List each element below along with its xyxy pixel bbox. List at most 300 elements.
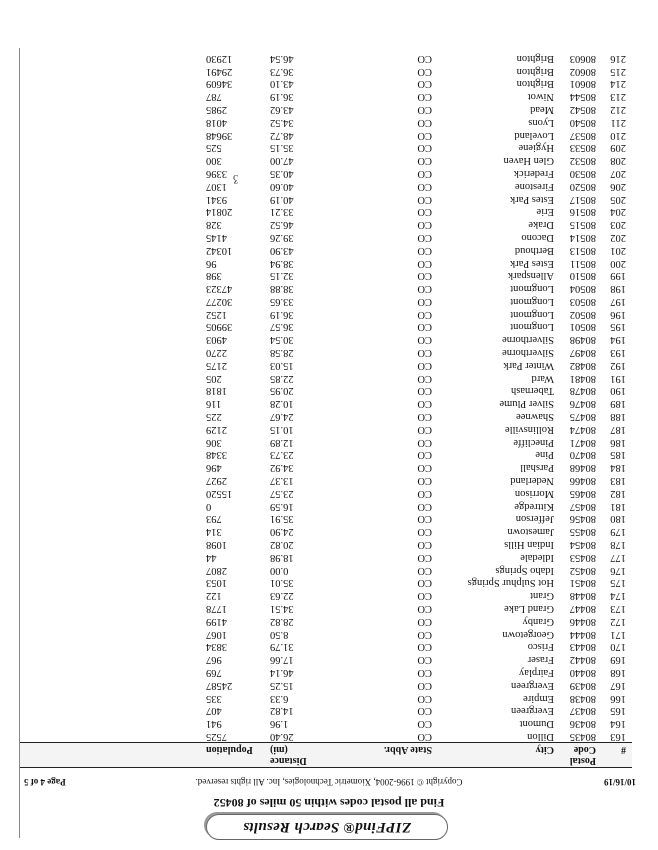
table-row: [20, 652, 632, 665]
distance-mi-cell: 31.79: [270, 641, 294, 653]
city-name-cell: Longmont: [510, 321, 554, 333]
row-number-cell: 190: [610, 385, 626, 397]
postal-code-cell: 80468: [569, 462, 596, 474]
population-cell: 24587: [206, 679, 233, 691]
postal-code-cell: 80444: [569, 628, 596, 640]
table-row: [20, 64, 632, 77]
row-number-cell: 176: [610, 564, 626, 576]
postal-code-cell: 80501: [569, 321, 596, 333]
row-number-cell: 211: [610, 116, 626, 128]
row-number-cell: 179: [610, 526, 626, 538]
distance-mi-cell: 40.60: [270, 180, 294, 192]
postal-code-cell: 80516: [569, 206, 596, 218]
population-cell: 3834: [206, 641, 227, 653]
city-name-cell: Idaho Springs: [495, 564, 554, 576]
population-cell: 335: [206, 692, 222, 704]
spacer-cell: [20, 729, 204, 742]
distance-mi-cell: 1.96: [270, 718, 289, 730]
population-cell: 34609: [206, 78, 233, 90]
distance-mi-cell: 24.90: [270, 526, 294, 538]
postal-code-cell: 80544: [569, 91, 596, 103]
distance-mi-cell: 33.21: [270, 206, 294, 218]
distance-mi-cell: 0.00: [270, 564, 289, 576]
distance-mi-cell: 17.66: [270, 654, 294, 666]
state-abbr-cell: CO: [417, 436, 432, 448]
population-cell: 225: [206, 411, 222, 423]
population-cell: 328: [206, 219, 222, 231]
population-cell: 496: [206, 462, 222, 474]
postal-code-cell: 80520: [569, 180, 596, 192]
table-row: [20, 627, 632, 640]
row-number-cell: 204: [610, 206, 626, 218]
state-abbr-cell: CO: [417, 295, 432, 307]
spacer-cell: [20, 524, 204, 537]
spacer-cell: [20, 627, 204, 640]
postal-code-cell: 80440: [569, 667, 596, 679]
table-row: [20, 384, 632, 397]
row-number-cell: 186: [610, 436, 626, 448]
postal-code-cell: 80481: [569, 372, 596, 384]
distance-mi-cell: 10.15: [270, 423, 294, 435]
table-row: [20, 230, 632, 243]
postal-code-cell: 80471: [569, 436, 596, 448]
population-cell: 9341: [206, 193, 227, 205]
row-number-cell: 187: [610, 423, 626, 435]
population-cell: 1778: [206, 603, 227, 615]
spacer-cell: [20, 678, 204, 691]
spacer-cell: [20, 141, 204, 154]
state-abbr-cell: CO: [417, 692, 432, 704]
table-row: [20, 409, 632, 422]
city-name-cell: Fairplay: [519, 667, 554, 679]
population-cell: 1053: [206, 577, 227, 589]
spacer-cell: [20, 243, 204, 256]
population-cell: 96: [206, 257, 217, 269]
table-row: [20, 524, 632, 537]
state-abbr-cell: CO: [417, 103, 432, 115]
report-title: ZIPFind® Search Results: [206, 814, 448, 840]
distance-mi-cell: 24.67: [270, 411, 294, 423]
spacer-cell: [20, 563, 204, 576]
population-cell: 300: [206, 155, 222, 167]
distance-mi-cell: 46.52: [270, 219, 294, 231]
distance-mi-cell: 38.88: [270, 283, 294, 295]
spacer-cell: [20, 345, 204, 358]
state-abbr-cell: CO: [417, 65, 432, 77]
row-number-cell: 177: [610, 551, 626, 563]
postal-code-cell: 80530: [569, 167, 596, 179]
postal-code-cell: 80540: [569, 116, 596, 128]
row-number-cell: 214: [610, 78, 626, 90]
city-name-cell: Georgetown: [502, 628, 554, 640]
row-number-cell: 170: [610, 641, 626, 653]
distance-mi-cell: 34.52: [270, 116, 294, 128]
state-abbr-cell: CO: [417, 577, 432, 589]
distance-mi-cell: 34.51: [270, 603, 294, 615]
row-number-cell: 183: [610, 475, 626, 487]
spacer-cell: [20, 205, 204, 218]
table-row: [20, 448, 632, 461]
row-number-cell: 207: [610, 167, 626, 179]
distance-mi-cell: 14.82: [270, 705, 294, 717]
table-row: [20, 396, 632, 409]
city-name-cell: Granby: [522, 615, 554, 627]
state-abbr-cell: CO: [417, 334, 432, 346]
population-cell: 12930: [206, 52, 233, 64]
postal-code-cell: 80602: [569, 65, 596, 77]
table-row: [20, 77, 632, 90]
row-number-cell: 180: [610, 513, 626, 525]
city-name-cell: Evergreen: [511, 679, 554, 691]
distance-mi-cell: 16.59: [270, 500, 294, 512]
row-number-cell: 209: [610, 142, 626, 154]
postal-code-cell: 80465: [569, 487, 596, 499]
postal-code-cell: 80517: [569, 193, 596, 205]
distance-mi-cell: 40.19: [270, 193, 294, 205]
postal-code-cell: 80442: [569, 654, 596, 666]
state-abbr-cell: CO: [417, 628, 432, 640]
row-number-cell: 203: [610, 219, 626, 231]
row-number-cell: 194: [610, 334, 626, 346]
spacer-cell: [20, 409, 204, 422]
spacer-cell: [20, 166, 204, 179]
population-cell: 30277: [206, 295, 233, 307]
row-number-cell: 184: [610, 462, 626, 474]
city-name-cell: Pine: [535, 449, 554, 461]
results-table: [20, 51, 632, 768]
city-name-cell: Fraser: [527, 654, 554, 666]
state-abbr-cell: CO: [417, 385, 432, 397]
population-cell: 3396: [206, 167, 227, 179]
report-date: 10/16/19: [603, 777, 636, 787]
postal-code-cell: 80515: [569, 219, 596, 231]
city-name-cell: Grand Lake: [504, 603, 554, 615]
table-row: [20, 217, 632, 230]
state-abbr-cell: CO: [417, 78, 432, 90]
row-number-cell: 189: [610, 398, 626, 410]
state-abbr-cell: CO: [417, 180, 432, 192]
table-row: [20, 729, 632, 742]
table-row: [20, 358, 632, 371]
distance-mi-cell: 35.91: [270, 513, 294, 525]
population-cell: 2807: [206, 564, 227, 576]
city-name-cell: Silverthorne: [502, 334, 554, 346]
state-abbr-cell: CO: [417, 308, 432, 320]
row-number-cell: 197: [610, 295, 626, 307]
distance-mi-cell: 46.14: [270, 667, 294, 679]
state-abbr-cell: CO: [417, 116, 432, 128]
table-row: [20, 512, 632, 525]
postal-code-cell: 80455: [569, 526, 596, 538]
distance-mi-cell: 22.85: [270, 372, 294, 384]
table-row: [20, 614, 632, 627]
column-header-postal-code: Postal Code: [556, 743, 598, 768]
distance-mi-cell: 23.57: [270, 487, 294, 499]
table-row: [20, 704, 632, 717]
column-header-city: City: [434, 743, 556, 768]
city-name-cell: Evergreen: [511, 705, 554, 717]
row-number-cell: 169: [610, 654, 626, 666]
city-name-cell: Winter Park: [503, 359, 554, 371]
spacer-cell: [20, 281, 204, 294]
postal-code-cell: 80514: [569, 231, 596, 243]
row-number-cell: 185: [610, 449, 626, 461]
spacer-cell: [20, 153, 204, 166]
postal-code-cell: 80504: [569, 283, 596, 295]
spacer-cell: [20, 499, 204, 512]
distance-mi-cell: 15.03: [270, 359, 294, 371]
postal-code-cell: 80451: [569, 577, 596, 589]
table-body: [20, 51, 632, 743]
city-name-cell: Empire: [523, 692, 554, 704]
postal-code-cell: 80457: [569, 500, 596, 512]
city-name-cell: Hygiene: [518, 142, 554, 154]
state-abbr-cell: CO: [417, 244, 432, 256]
distance-mi-cell: 43.10: [270, 78, 294, 90]
state-abbr-cell: CO: [417, 615, 432, 627]
distance-mi-cell: 40.35: [270, 167, 294, 179]
state-abbr-cell: CO: [417, 129, 432, 141]
spacer-cell: [20, 448, 204, 461]
city-name-cell: Rollinsville: [504, 423, 554, 435]
postal-code-cell: 80476: [569, 398, 596, 410]
distance-mi-cell: 36.19: [270, 91, 294, 103]
spacer-cell: [20, 704, 204, 717]
distance-mi-cell: 36.57: [270, 321, 294, 333]
postal-code-cell: 80435: [569, 731, 596, 742]
city-name-cell: Estes Park: [509, 193, 554, 205]
table-row: [20, 89, 632, 102]
postal-code-cell: 80437: [569, 705, 596, 717]
spacer-cell: [20, 435, 204, 448]
spacer-cell: [20, 716, 204, 729]
postal-code-cell: 80436: [569, 718, 596, 730]
state-abbr-cell: CO: [417, 590, 432, 602]
row-number-cell: 182: [610, 487, 626, 499]
table-row: [20, 281, 632, 294]
spacer-cell: [20, 269, 204, 282]
spacer-cell: [20, 550, 204, 563]
state-abbr-cell: CO: [417, 667, 432, 679]
population-cell: 306: [206, 436, 222, 448]
spacer-cell: [20, 460, 204, 473]
distance-mi-cell: 28.82: [270, 615, 294, 627]
state-abbr-cell: CO: [417, 257, 432, 269]
row-number-cell: 166: [610, 692, 626, 704]
spacer-cell: [20, 51, 204, 64]
postal-code-cell: 80502: [569, 308, 596, 320]
row-number-cell: 212: [610, 103, 626, 115]
row-number-cell: 205: [610, 193, 626, 205]
city-name-cell: Longmont: [510, 308, 554, 320]
population-cell: 967: [206, 654, 222, 666]
table-row: [20, 665, 632, 678]
spacer-cell: [20, 320, 204, 333]
city-name-cell: Brighton: [516, 52, 554, 64]
spacer-cell: [20, 77, 204, 90]
row-number-cell: 191: [610, 372, 626, 384]
spacer-cell: [20, 307, 204, 320]
spacer-cell: [20, 128, 204, 141]
state-abbr-cell: CO: [417, 551, 432, 563]
row-number-cell: 198: [610, 283, 626, 295]
state-abbr-cell: CO: [417, 347, 432, 359]
row-number-cell: 215: [610, 65, 626, 77]
column-header-number: #: [598, 743, 632, 768]
postal-code-cell: 80448: [569, 590, 596, 602]
distance-mi-cell: 23.73: [270, 449, 294, 461]
state-abbr-cell: CO: [417, 462, 432, 474]
population-cell: 10342: [206, 244, 233, 256]
row-number-cell: 202: [610, 231, 626, 243]
city-name-cell: Silverthorne: [502, 347, 554, 359]
row-number-cell: 175: [610, 577, 626, 589]
population-cell: 1067: [206, 628, 227, 640]
city-name-cell: Tabernash: [511, 385, 554, 397]
row-number-cell: 167: [610, 679, 626, 691]
city-name-cell: Morrison: [514, 487, 554, 499]
table-row: [20, 588, 632, 601]
table-row: [20, 179, 632, 192]
state-abbr-cell: CO: [417, 206, 432, 218]
postal-code-cell: 80498: [569, 334, 596, 346]
spacer-cell: [20, 486, 204, 499]
city-name-cell: Shawnee: [516, 411, 554, 423]
table-header-row: [20, 743, 632, 768]
city-name-cell: Silver Plume: [499, 398, 554, 410]
row-number-cell: 206: [610, 180, 626, 192]
state-abbr-cell: CO: [417, 398, 432, 410]
population-cell: 1818: [206, 385, 227, 397]
spacer-cell: [20, 179, 204, 192]
city-name-cell: Pinecliffe: [513, 436, 554, 448]
population-cell: 29491: [206, 65, 233, 77]
distance-mi-cell: 48.72: [270, 129, 294, 141]
distance-mi-cell: 32.15: [270, 270, 294, 282]
population-cell: 314: [206, 526, 222, 538]
population-cell: 4145: [206, 231, 227, 243]
spacer-cell: [20, 396, 204, 409]
spacer-cell: [20, 640, 204, 653]
postal-code-cell: 80453: [569, 551, 596, 563]
state-abbr-cell: CO: [417, 359, 432, 371]
postal-code-cell: 80447: [569, 603, 596, 615]
population-cell: 4199: [206, 615, 227, 627]
spacer-cell: [20, 576, 204, 589]
city-name-cell: Berthoud: [514, 244, 554, 256]
table-row: [20, 153, 632, 166]
row-number-cell: 171: [610, 628, 626, 640]
city-name-cell: Longmont: [510, 295, 554, 307]
table-row: [20, 460, 632, 473]
state-abbr-cell: CO: [417, 539, 432, 551]
spacer-cell: [20, 294, 204, 307]
table-row: [20, 601, 632, 614]
state-abbr-cell: CO: [417, 731, 432, 742]
table-row: [20, 563, 632, 576]
city-name-cell: Firestone: [514, 180, 554, 192]
spacer-cell: [20, 537, 204, 550]
state-abbr-cell: CO: [417, 91, 432, 103]
spacer-cell: [20, 102, 204, 115]
table-row: [20, 320, 632, 333]
postal-code-cell: 80511: [570, 257, 596, 269]
table-row: [20, 716, 632, 729]
table-row: [20, 294, 632, 307]
postal-code-cell: 80603: [569, 52, 596, 64]
population-cell: 116: [206, 398, 222, 410]
spacer-cell: [20, 192, 204, 205]
postal-code-cell: 80542: [569, 103, 596, 115]
population-cell: 15520: [206, 487, 233, 499]
spacer-cell: [20, 665, 204, 678]
population-cell: 793: [206, 513, 222, 525]
distance-mi-cell: 18.98: [270, 551, 294, 563]
spacer-cell: [20, 358, 204, 371]
table-row: [20, 102, 632, 115]
postal-code-cell: 80456: [569, 513, 596, 525]
table-row: [20, 537, 632, 550]
population-cell: 4018: [206, 116, 227, 128]
postal-code-cell: 80438: [569, 692, 596, 704]
population-cell: 7525: [206, 731, 227, 742]
stray-pen-mark: Ʒ: [233, 175, 238, 185]
distance-mi-cell: 30.54: [270, 334, 294, 346]
population-cell: 39905: [206, 321, 233, 333]
state-abbr-cell: CO: [417, 270, 432, 282]
copyright-notice: Copyright © 1996-2004, Xiometric Technologies, Inc. All rights reserved.: [195, 777, 463, 787]
row-number-cell: 172: [610, 615, 626, 627]
row-number-cell: 181: [610, 500, 626, 512]
population-cell: 44: [206, 551, 217, 563]
city-name-cell: Dillon: [527, 731, 554, 742]
state-abbr-cell: CO: [417, 526, 432, 538]
population-cell: 122: [206, 590, 222, 602]
table-row: [20, 256, 632, 269]
spacer-cell: [20, 512, 204, 525]
state-abbr-cell: CO: [417, 641, 432, 653]
table-row: [20, 550, 632, 563]
row-number-cell: 213: [610, 91, 626, 103]
report-subtitle: Find all postal codes within 50 miles of 80452: [213, 796, 445, 810]
table-row: [20, 205, 632, 218]
distance-mi-cell: 10.28: [270, 398, 294, 410]
city-name-cell: Parshall: [520, 462, 554, 474]
spacer-cell: [20, 217, 204, 230]
population-cell: 407: [206, 705, 222, 717]
population-cell: 525: [206, 142, 222, 154]
postal-code-cell: 80474: [569, 423, 596, 435]
state-abbr-cell: CO: [417, 705, 432, 717]
postal-code-cell: 80601: [569, 78, 596, 90]
row-number-cell: 216: [610, 52, 626, 64]
table-row: [20, 422, 632, 435]
city-name-cell: Longmont: [510, 283, 554, 295]
state-abbr-cell: CO: [417, 487, 432, 499]
table-row: [20, 499, 632, 512]
table-row: [20, 678, 632, 691]
population-cell: 2129: [206, 423, 227, 435]
table-row: [20, 307, 632, 320]
row-number-cell: 174: [610, 590, 626, 602]
city-name-cell: Allenspark: [507, 270, 554, 282]
table-row: [20, 576, 632, 589]
city-name-cell: Brighton: [516, 78, 554, 90]
state-abbr-cell: CO: [417, 142, 432, 154]
column-header-distance: Distance (mi): [268, 743, 324, 768]
table-row: [20, 128, 632, 141]
row-number-cell: 165: [610, 705, 626, 717]
